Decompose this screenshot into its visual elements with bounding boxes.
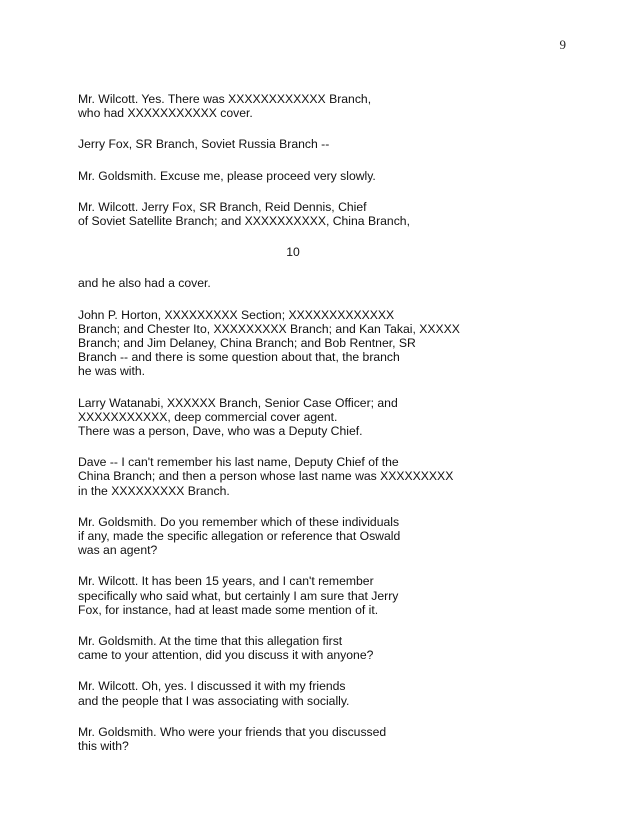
paragraph-12: Mr. Wilcott. Oh, yes. I discussed it with my friends and the people that I was associating with socially.: [78, 679, 350, 708]
paragraph-3: Mr. Goldsmith. Excuse me, please proceed very slowly.: [78, 168, 376, 183]
paragraph-1: Mr. Wilcott. Yes. There was XXXXXXXXXXXX Branch, who had XXXXXXXXXXX cover.: [78, 92, 372, 121]
inner-page-number: 10: [286, 245, 300, 260]
page-number: 9: [559, 37, 566, 52]
paragraph-5: and he also had a cover.: [78, 276, 211, 291]
paragraph-9: Mr. Goldsmith. Do you remember which of these individuals if any, made the specific allegation or reference that Oswald was an agent?: [78, 514, 401, 558]
paragraph-7: Larry Watanabi, XXXXXX Branch, Senior Case Officer; and XXXXXXXXXXX, deep commercial cover agent. There was a person, Dave, who was a Deputy Chief.: [78, 395, 398, 439]
paragraph-4: Mr. Wilcott. Jerry Fox, SR Branch, Reid Dennis, Chief of Soviet Satellite Branch; and XXXXXXXXXX, China Branch,: [78, 199, 410, 229]
paragraph-13: Mr. Goldsmith. Who were your friends that you discussed this with?: [78, 724, 387, 754]
paragraph-6: John P. Horton, XXXXXXXXX Section; XXXXXXXXXXXXX Branch; and Chester Ito, XXXXXXXXX Branch; and Kan Takai, XXXXX Branch; and Jim Delaney, China Branch; and Bob Rentner, SR Branch -- and there is some question about that, the branch he was with.: [78, 307, 460, 379]
transcript-body: [78, 92, 498, 753]
paragraph-8: Dave -- I can't remember his last name, Deputy Chief of the China Branch; and then a person whose last name was XXXXXXXXX in the XXXXXXXXX Branch.: [78, 455, 454, 498]
paragraph-2: Jerry Fox, SR Branch, Soviet Russia Branch --: [78, 137, 330, 152]
paragraph-11: Mr. Goldsmith. At the time that this allegation first came to your attention, did you discuss it with anyone?: [78, 634, 374, 663]
paragraph-10: Mr. Wilcott. It has been 15 years, and I can't remember specifically who said what, but certainly I am sure that Jerry Fox, for instance, had at least made some mention of it.: [78, 574, 399, 617]
